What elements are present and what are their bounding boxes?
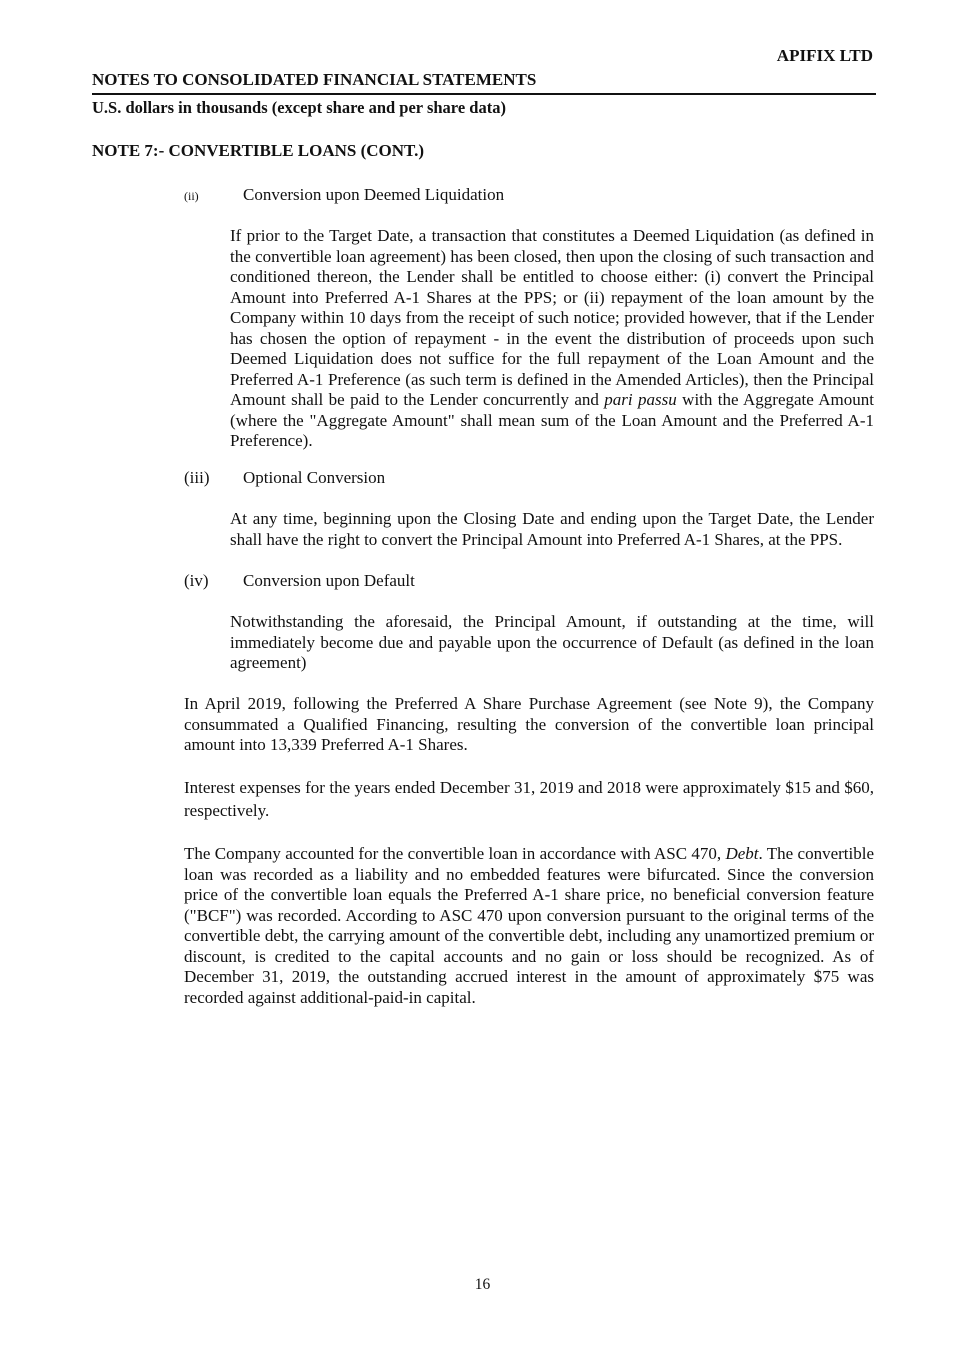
item-iii-paragraph: At any time, beginning upon the Closing Date and ending upon the Target Date, the Lender shall have the right to convert the Principal Amount into Preferred A-1 Shares, at the PPS. xyxy=(230,509,874,549)
item-ii-paragraph xyxy=(230,226,874,452)
statement-title: NOTES TO CONSOLIDATED FINANCIAL STATEMENTS xyxy=(92,70,537,89)
accounting-text-a: The Company accounted for the convertible loan in accordance with ASC 470, xyxy=(184,844,726,863)
item-ii-text-b: with the Aggregate Amount (where the "Aggregate Amount" shall mean sum of the Loan Amount and the Preferred A-1 Preference). xyxy=(230,390,874,450)
page-number: 16 xyxy=(474,1276,491,1293)
item-ii-italic: pari passu xyxy=(604,390,677,409)
company-name: APIFIX LTD xyxy=(776,46,873,65)
april-2019-paragraph: In April 2019, following the Preferred A Share Purchase Agreement (see Note 9), the Company consummated a Qualified Financing, resulting the conversion of the convertible loan principal amount into 13,339 Preferred A-1 Shares. xyxy=(184,694,874,754)
item-ii-heading: Conversion upon Deemed Liquidation xyxy=(243,185,505,204)
item-iv-heading-row xyxy=(184,571,415,591)
item-ii-heading-row xyxy=(184,185,504,205)
accounting-italic: Debt xyxy=(725,844,759,863)
item-iii-number: (iii) xyxy=(184,468,210,487)
header-rule xyxy=(92,93,876,95)
item-iv-number: (iv) xyxy=(184,571,209,590)
item-iv-paragraph: Notwithstanding the aforesaid, the Principal Amount, if outstanding at the time, will immediately become due and payable upon the occurrence of Default (as defined in the loan agreement) xyxy=(230,612,874,672)
item-ii-text-a: If prior to the Target Date, a transaction that constitutes a Deemed Liquidation (as defined in the convertible loan agreement) has been closed, then upon the closing of such transaction and conditioned thereon, the Lender shall be entitled to choose either: (i) convert the Principal Amount into Preferred A-1 Shares at the PPS; or (ii) repayment of the loan amount by the Company within 10 days from the receipt of such notice; provided however, that if the Lender has chosen the option of repayment - in the event the distribution of proceeds upon such Deemed Liquidation does not suffice for the full repayment of the Loan Amount and the Preferred A-1 Preference (as such term is defined in the Amended Articles), then the Principal Amount shall be paid to the Lender concurrently and xyxy=(230,226,874,409)
item-iii-heading-row xyxy=(184,468,385,488)
item-iii-heading: Optional Conversion xyxy=(243,468,386,487)
item-ii-number: (ii) xyxy=(184,189,199,203)
item-iv-heading: Conversion upon Default xyxy=(243,571,415,590)
currency-subtitle: U.S. dollars in thousands (except share and per share data) xyxy=(92,98,506,117)
accounting-text-b: . The convertible loan was recorded as a liability and no embedded features were bifurcated. Since the conversion price of the convertible loan equals the Preferred A-1 share price, no beneficial conversion feature ("BCF") was recorded. According to ASC 470 upon conversion pursuant to the original terms of the convertible debt, the carrying amount of the convertible debt, including any unamortized premium or discount, is credited to the capital accounts and no gain or loss should be recognized. As of December 31, 2019, the outstanding accrued interest in the amount of approximately $75 was recorded against additional-paid-in capital. xyxy=(184,844,875,1007)
accounting-paragraph xyxy=(184,844,874,1008)
note-title: NOTE 7:- CONVERTIBLE LOANS (CONT.) xyxy=(92,141,425,160)
interest-paragraph: Interest expenses for the years ended December 31, 2019 and 2018 were approximately $15 and $60, respectively. xyxy=(184,778,874,820)
